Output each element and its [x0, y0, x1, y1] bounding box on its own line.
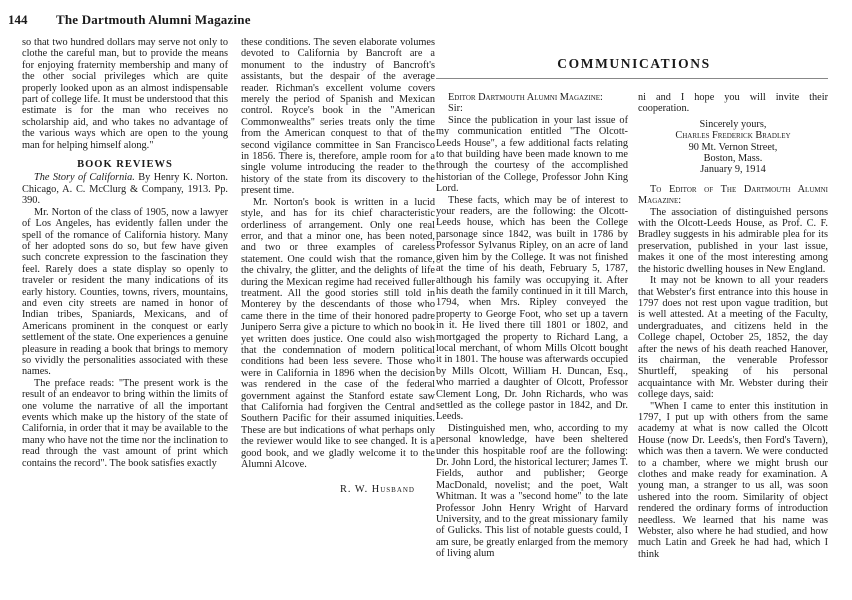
book-info: By Henry K. Norton. Chicago, A. C. McClurg & Company, 1913. Pp. 390. [22, 172, 228, 207]
page-header [8, 12, 423, 30]
book-title: The Story of California. [34, 172, 135, 184]
column-4 [638, 92, 828, 560]
address-line: Boston, Mass. [703, 153, 763, 165]
page-number: 144 [8, 12, 28, 27]
book-citation [22, 172, 228, 206]
letter-address: To Editor of The Dartmouth Alumni Magazine: [638, 183, 828, 207]
signer-name: Charles Frederick Bradley [675, 130, 791, 142]
divider [436, 78, 828, 79]
paragraph: "When I came to enter this institution in 1797, I put up with others from the same academy at what is now called the Olcott House (now Dr. Leeds's, then Ford's Tavern), which was then a tavern. We were conducted to a chamber, where we might brush our clothes and make ready for examination. A young man, a stranger to us all, was soon ushered into the room. Similarity of object rendered the ordinary forms of introduction needless. We learned that his name was Webster, also where he had studied, and how much Latin and Greek he had had, which I think [638, 400, 828, 560]
paragraph: The preface reads: "The present work is the result of an endeavor to bring within the limits of one volume the narrative of all the important events which make up the history of the state of California, in order that it may be available to the many who have not the time nor the inclination to read through the vast amount of print which contains the record". The book satisfies exactly [22, 377, 228, 469]
letter-address: Editor Dartmouth Alumni Magazine: [448, 92, 603, 103]
closing: Sincerely yours, [699, 118, 767, 130]
column-2 [241, 37, 435, 496]
letter-signoff [638, 119, 828, 176]
paragraph: these conditions. The seven elaborate volumes devoted to California by Bancroft are a monument to the industry of Bancroft's assistants, but the despair of the average reader. Richman's excellent volume covers merely the period of Spanish and Mexican control. Royce's book in the "American Commonwealths" series treats only the time from the American conquest to that of the second vigilance committee in San Francisco in 1856. There is, therefore, ample room for a single volume introducing the reader to the history of the state from its discovery to the present time. [241, 37, 435, 197]
address-line: 90 Mt. Vernon Street, [688, 141, 778, 153]
letter-date: January 9, 1914 [700, 164, 766, 176]
paragraph: Mr. Norton's book is written in a lucid style, and has for its chief characteristic orderliness of arrangement. Only one real error, and that a minor one, has been noted, and two or three examples of careless statement. One could wish that the romance, the chivalry, the glitter, and the delights of life during the Mexican regime had received fuller treatment. All the good stories still told in Monterey by the descendants of those who came there in the time of their honored padre Junipero Serra give a picture to which no book yet written does justice. One could also wish that the condemnation of modern political conditions had been less severe. Those who were in California in 1896 when the decision was rendered in the case of the federal government against the Stanford estate saw that California had forgiven the Central and Southern Pacific for their assumed iniquities. These are but indications of what perhaps only the reviewer would like to see changed. It is a good book, and we gladly welcome it to the Alumni Alcove. [241, 196, 435, 471]
column-3 [436, 92, 628, 560]
paragraph: Distinguished men, who, according to my personal knowledge, have been sheltered under this hospitable roof are the following: Dr. John Lord, the historical lecturer; James T. Fields, author and publisher; George MacDonald, novelist; and the poet, Walt Whitman. It was a "second home" to the late Professor John Henry Wright of Harvard University, and to the great missionary family of Gulicks. This list of notable guests could, I am sure, be greatly enlarged from the memory of living alum [436, 422, 628, 560]
section-heading-book-reviews: BOOK REVIEWS [77, 159, 173, 171]
paragraph: Mr. Norton of the class of 1905, now a lawyer of Los Angeles, has evidently fallen under the spell of the romance of California history. Many of her adopted sons do so, but few have given such concrete expression to the fascination they feel. Rarely does a state display so openly to traveler or resident the many indications of its early history. Counties, towns, rivers, mountains, and even city streets are named in honor of Indian tribes, Spaniards, Mexicans, and of Americans prominent in the conquest or early settlement of the state. One experiences a genuine pleasure in reading a book that brings to memory so vividly the personalities associated with these names. [22, 206, 228, 378]
paragraph: The association of distinguished persons with the Olcott-Leeds House, as Prof. C. F. Bradley suggests in his admirable plea for its preservation, published in your last issue, makes it one of the most interesting among the historic dwelling houses in New England. [638, 206, 828, 275]
magazine-title: The Dartmouth Alumni Magazine [56, 12, 251, 27]
paragraph: so that two hundred dollars may serve not only to clothe the careful man, but to provide the means for enjoying fraternity membership and many of the other social privileges which are quite properly looked upon as an almost indispensable part of college life. It must be understood that this estimate is for the man who receives no scholarship aid, and who takes no advantage of the various ways which are open to the young man for helping himself along." [22, 37, 228, 151]
communications-heading: COMMUNICATIONS [557, 56, 711, 71]
salutation: Sir: [448, 103, 463, 115]
paragraph: ni and I hope you will invite their cooperation. [638, 92, 828, 115]
column-1 [22, 37, 228, 469]
review-signature: R. W. Husband [340, 484, 415, 496]
paragraph: These facts, which may be of interest to your readers, are the following: the Olcott-Leeds house, which has been the College parsonage since 1842, was built in 1786 by Professor Sylvanus Ripley, on an acre of land given him by the College. It was not finished at the time of his death, February 5, 1787, although his family was occupying it. After his death the family continued in it till March, 1794, when Mrs. Ripley conveyed the property to George Foot, who set up a tavern in it. He lived there till 1801 or 1802, and mortgaged the property to Richard Lang, a local merchant, of whom Mills Olcott bought it in 1801. The house was afterwards occupied by Mills Olcott, William H. Duncan, Esq., who married a daughter of Olcott, Professor Clement Long, Dr. John Richards, who was settled as the college pastor in 1842, and Dr. Leeds. [436, 194, 628, 423]
paragraph: It may not be known to all your readers that Webster's first entrance into this house in 1797 does not rest upon vague tradition, but is well attested. At a meeting of the Faculty, undergraduates, and citizens held in the College chapel, October 25, 1852, the day after the news of his death reached Hanover, its chairman, the venerable Professor Shurtleff, speaking of his personal acquaintance with Mr. Webster during their college days, said: [638, 275, 828, 401]
paragraph: Since the publication in your last issue of my communication entitled "The Olcott-Leeds House", a few additional facts relating to that building have been made known to me through the courtesy of the accomplished historian of the College, Professor John King Lord. [436, 114, 628, 195]
